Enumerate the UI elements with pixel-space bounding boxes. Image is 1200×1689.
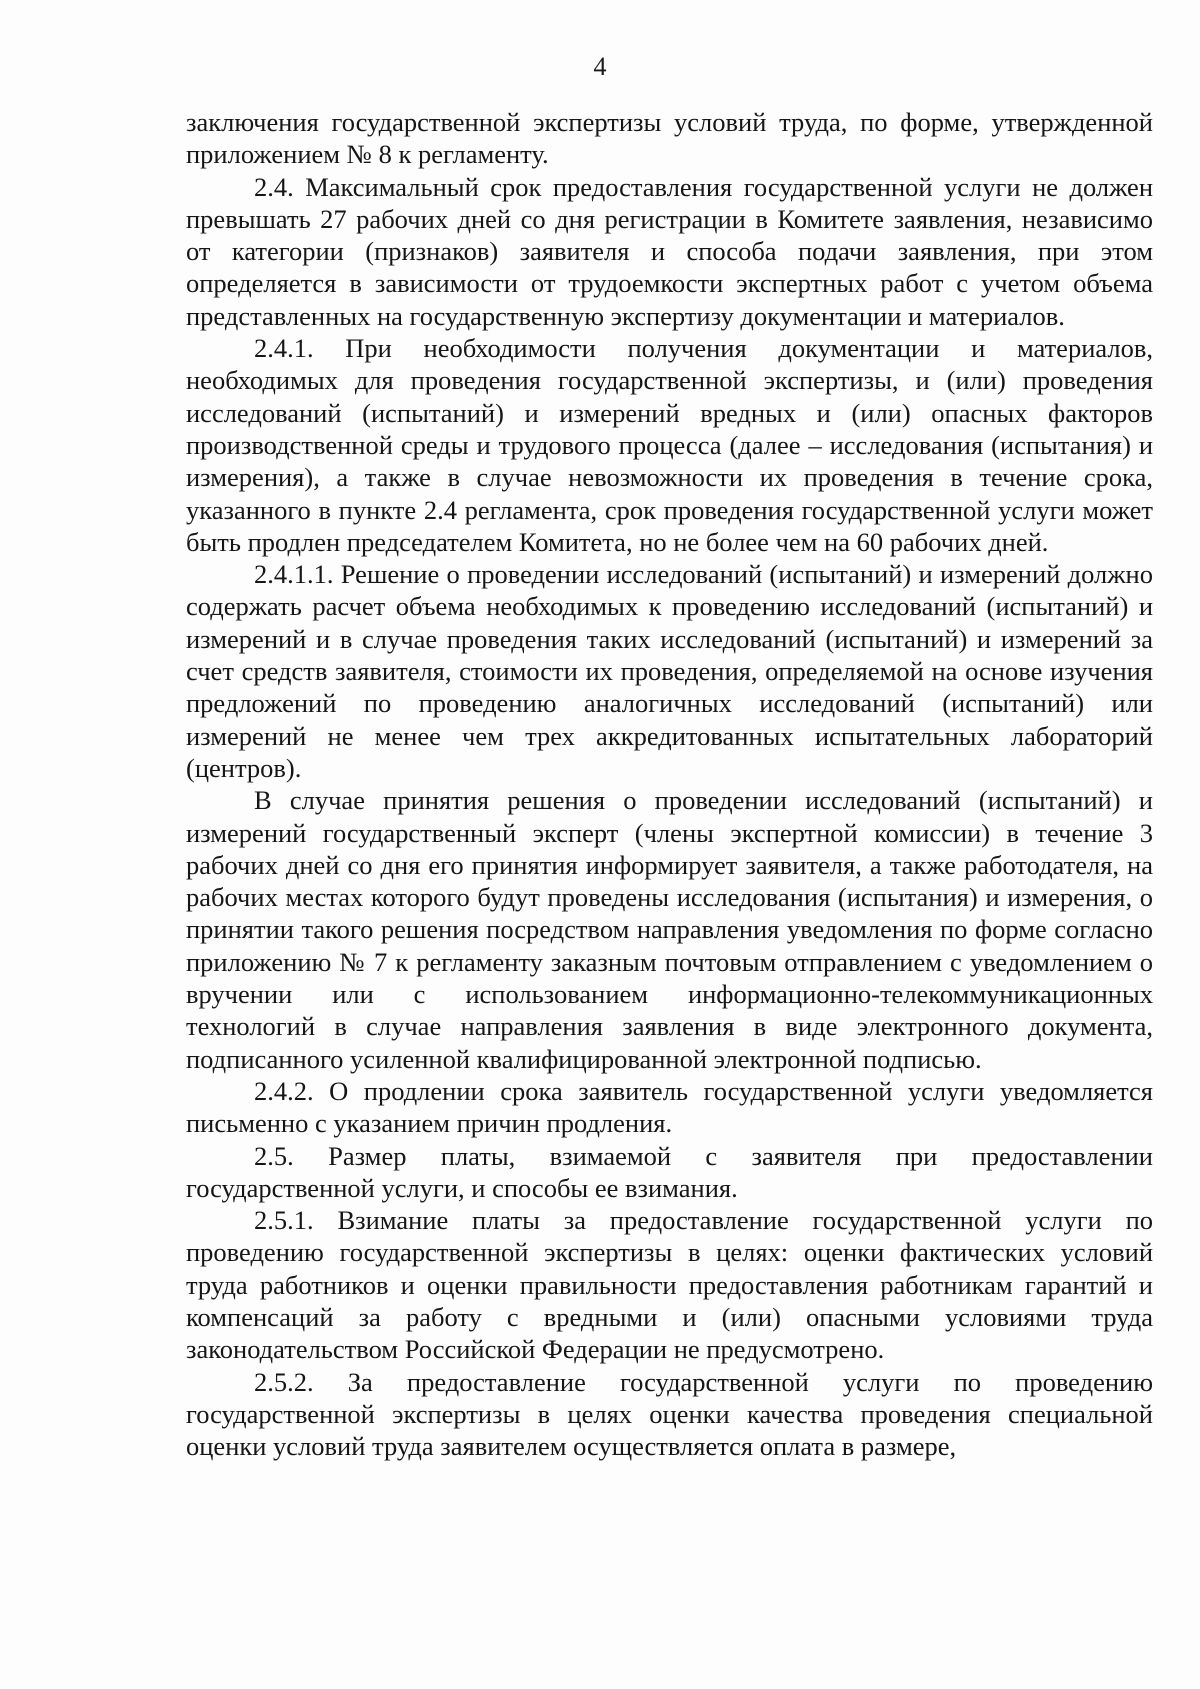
paragraph-2-4-1-1: 2.4.1.1. Решение о проведении исследований (испытаний) и измерений должно содержать расчет объема необходимых к проведению исследований (испытаний) и измерений и в случае проведения таких исследований (испытаний) и измерений за счет средств заявителя, стоимости их проведения, определяемой на основе изучения предложений по проведению аналогичных исследований (испытаний) или измерений не менее чем трех аккредитованных испытательных лабораторий (центров). — [186, 559, 1153, 783]
paragraph-2-4-1: 2.4.1. При необходимости получения документации и материалов, необходимых для проведения государственной экспертизы, и (или) проведения исследований (испытаний) и измерений вредных и (или) опасных факторов производственной среды и трудового процесса (далее – исследования (испытания) и измерения), а также в случае невозможности их проведения в течение срока, указанного в пункте 2.4 регламента, срок проведения государственной услуги может быть продлен председателем Комитета, но не более чем на 60 рабочих дней. — [186, 333, 1153, 557]
paragraph-2-4-2: 2.4.2. О продлении срока заявитель государственной услуги уведомляется письменно с указанием причин продления. — [186, 1075, 1153, 1139]
paragraph-2-5-1: 2.5.1. Взимание платы за предоставление государственной услуги по проведению государственной экспертизы в целях: оценки фактических условий труда работников и оценки правильности предоставления работникам гарантий и компенсаций за работу с вредными и (или) опасными условиями труда законодательством Российской Федерации не предусмотрено. — [186, 1205, 1153, 1365]
paragraph-2-5: 2.5. Размер платы, взимаемой с заявителя при предоставлении государственной услуги, и способы ее взимания. — [186, 1140, 1153, 1203]
paragraph-2-5-2: 2.5.2. За предоставление государственной услуги по проведению государственной экспертизы в целях оценки качества проведения специальной оценки условий труда заявителем осуществляется оплата в размере, — [186, 1366, 1153, 1462]
paragraph-2-4: 2.4. Максимальный срок предоставления государственной услуги не должен превышать 27 рабочих дней со дня регистрации в Комитете заявления, независимо от категории (признаков) заявителя и способа подачи заявления, при этом определяется в зависимости от трудоемкости экспертных работ с учетом объема представленных на государственную экспертизу документации и материалов. — [186, 171, 1153, 331]
document-body — [186, 106, 1153, 1462]
paragraph-continuation: заключения государственной экспертизы условий труда, по форме, утвержденной приложением № 8 к регламенту. — [186, 107, 1153, 170]
page-number: 4 — [593, 52, 607, 81]
paragraph-decision-notice: В случае принятия решения о проведении исследований (испытаний) и измерений государственный эксперт (члены экспертной комиссии) в течение 3 рабочих дней со дня его принятия информирует заявителя, а также работодателя, на рабочих местах которого будут проведены исследования (испытания) и измерения, о принятии такого решения посредством направления уведомления по форме согласно приложению № 7 к регламенту заказным почтовым отправлением с уведомлением о вручении или с использованием информационно-телекоммуникационных технологий в случае направления заявления в виде электронного документа, подписанного усиленной квалифицированной электронной подписью. — [186, 785, 1153, 1074]
